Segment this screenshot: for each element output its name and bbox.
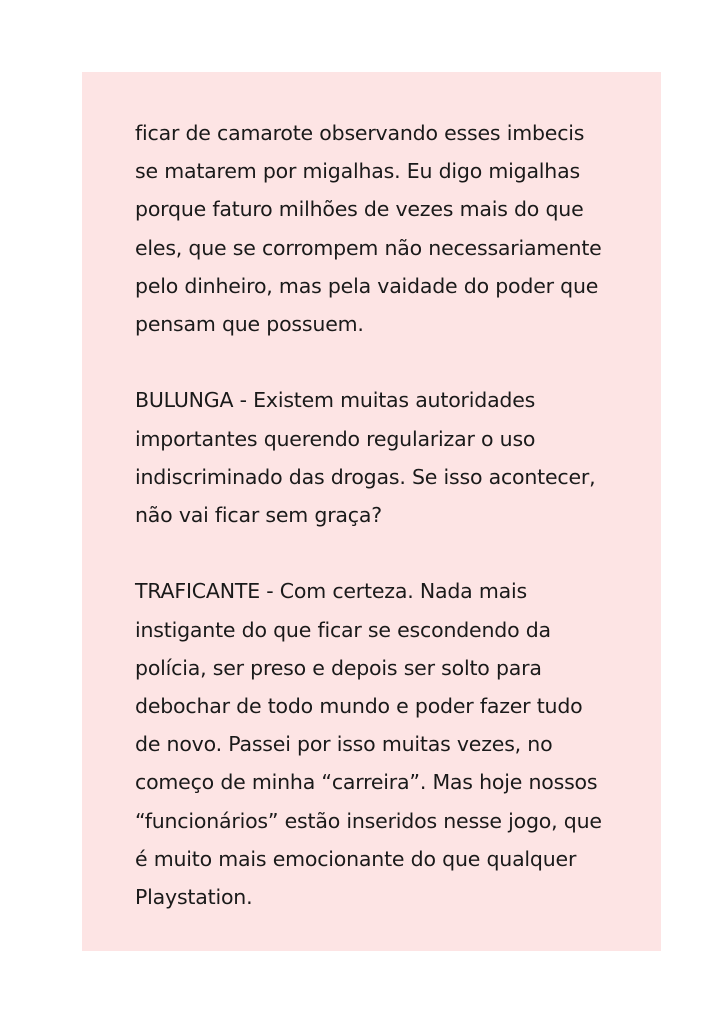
text-line: BULUNGA - Existem muitas autoridades: [135, 388, 536, 413]
dialogue-text: [135, 114, 635, 916]
text-line: ficar de camarote observando esses imbecis: [135, 121, 585, 145]
page-panel: [82, 72, 661, 951]
text-line: eles, que se corrompem não necessariamente: [135, 235, 602, 260]
text-line: começo de minha “carreira”. Mas hoje nossos: [135, 770, 598, 795]
paragraph-gap: [135, 343, 635, 381]
paragraph-narration: [135, 114, 635, 343]
paragraph-traficante: [135, 572, 635, 916]
text-line: Playstation.: [135, 885, 253, 910]
text-line: polícia, ser preso e depois ser solto para: [135, 655, 542, 680]
text-line: pensam que possuem.: [135, 312, 364, 337]
text-line: TRAFICANTE - Com certeza. Nada mais: [135, 579, 527, 604]
text-line: é muito mais emocionante do que qualquer: [135, 846, 577, 871]
text-line: indiscriminado das drogas. Se isso acontecer,: [135, 464, 596, 489]
text-line: se matarem por migalhas. Eu digo migalhas: [135, 159, 580, 184]
text-line: debochar de todo mundo e poder fazer tudo: [135, 694, 583, 719]
text-line: porque faturo milhões de vezes mais do que: [135, 197, 584, 222]
text-line: “funcionários” estão inseridos nesse jogo, que: [135, 808, 602, 833]
paragraph-bulunga: [135, 381, 635, 534]
text-line: importantes querendo regularizar o uso: [135, 426, 536, 451]
text-line: não vai ficar sem graça?: [135, 503, 382, 528]
text-line: pelo dinheiro, mas pela vaidade do poder que: [135, 273, 599, 298]
text-line: instigante do que ficar se escondendo da: [135, 617, 551, 642]
paragraph-gap: [135, 534, 635, 572]
text-line: de novo. Passei por isso muitas vezes, no: [135, 732, 553, 757]
